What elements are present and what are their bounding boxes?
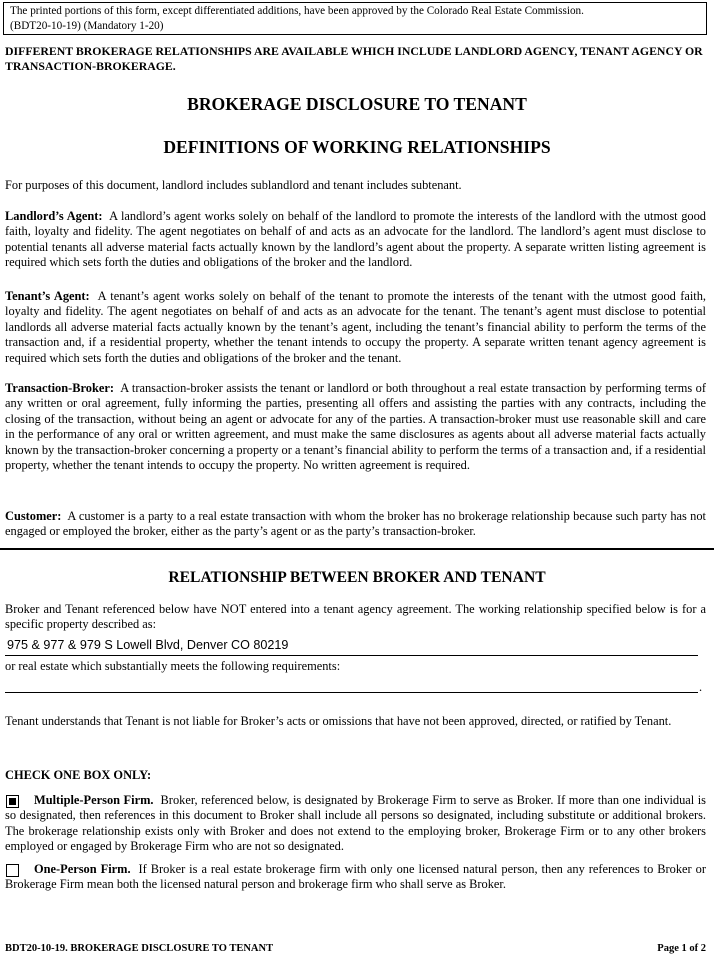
section-divider [0,548,714,550]
relationships-intro: DIFFERENT BROKERAGE RELATIONSHIPS ARE AVAILABLE WHICH INCLUDE LANDLORD AGENCY, TENANT AGENCY OR TRANSACTION-BROKERAGE. [5,44,703,73]
customer-term: Customer: [5,509,62,523]
document-title: BROKERAGE DISCLOSURE TO TENANT [187,94,527,114]
notice-line-2: (BDT20-10-19) (Mandatory 1-20) [10,19,164,32]
customer-text: A customer is a party to a real estate transaction with whom the broker has no brokerage relationship because such party has not engaged or employed the broker, either as the party’s agent or as the party’s transaction-broker. [5,509,707,539]
tenant-agent-text: A tenant’s agent works solely on behalf of the tenant to promote the interests of the tenant with the utmost good faith, loyalty and fidelity. The agent negotiates on behalf of and acts as an advocate for the tenant. The tenant’s agent must disclose to potential landlords all adverse material facts actually known by the tenant’s agent, including the tenant’s financial ability to perform the terms of the transaction and, if a residential property, whether the tenant intends to occupy the property. A separate written tenant agency agreement is required which sets forth the duties and obligations of the broker and the tenant. [5,289,707,365]
tenant-liability-statement: Tenant understands that Tenant is not liable for Broker’s acts or omissions that have not been approved, directed, or ratified by Tenant. [5,714,672,728]
relationship-heading: RELATIONSHIP BETWEEN BROKER AND TENANT [168,569,546,586]
multiple-person-firm-option [5,793,706,855]
tenant-agent-term: Tenant’s Agent: [5,289,90,303]
requirements-field[interactable] [5,676,698,693]
property-address-field[interactable] [5,636,698,656]
tenant-agent-definition [5,289,706,366]
landlord-agent-text: A landlord’s agent works solely on behalf of the landlord to promote the interests of the landlord with the utmost good faith, loyalty and fidelity. The agent negotiates on behalf of and acts as an advocate for the landlord. The landlord’s agent must disclose to potential tenants all adverse material facts actually known by the landlord’s agent about the property. A separate written listing agreement is required which sets forth the duties and obligations of the broker and the landlord. [5,209,707,270]
multiple-person-firm-text: Broker, referenced below, is designated by Brokerage Firm to serve as Broker. If more than one individual is so designated, then references in this document to Broker shall include all persons so designated, including substitute or additional brokers. The brokerage relationship exists only with Broker and does not extend to the employing broker, Brokerage Firm or to any other brokers employed or engaged by Brokerage Firm who are not so designated. [5,793,707,854]
form-approval-notice [3,2,707,35]
notice-line-1: The printed portions of this form, except differentiated additions, have been approved by the Colorado Real Estate Commission. [10,5,584,17]
customer-definition [5,509,706,540]
footer-form-id: BDT20-10-19. BROKERAGE DISCLOSURE TO TENANT [5,943,274,954]
purpose-paragraph: For purposes of this document, landlord includes sublandlord and tenant includes subtenant. [5,178,462,192]
relationship-intro: Broker and Tenant referenced below have NOT entered into a tenant agency agreement. The working relationship specified below is for a specific property described as: [5,602,706,632]
requirements-line-end: . [699,680,703,694]
one-person-firm-text: If Broker is a real estate brokerage firm with only one licensed natural person, then any references to Broker or Brokerage Firm mean both the licensed natural person and brokerage firm who shall serve as Broker. [5,862,706,892]
document-subtitle: DEFINITIONS OF WORKING RELATIONSHIPS [163,137,551,157]
check-one-heading: CHECK ONE BOX ONLY: [5,768,152,782]
landlord-agent-term: Landlord’s Agent: [5,209,103,223]
requirements-label: or real estate which substantially meets the following requirements: [5,659,341,673]
transaction-broker-definition [5,381,706,473]
one-person-firm-option [5,862,706,893]
multiple-person-firm-term: Multiple-Person Firm. [34,793,154,807]
page-footer [5,942,706,956]
transaction-broker-term: Transaction-Broker: [5,381,114,395]
landlord-agent-definition [5,209,706,271]
transaction-broker-text: A transaction-broker assists the tenant or landlord or both throughout a real estate transaction by performing terms of any written or oral agreement, fully informing the parties, presenting all offers and assisting the parties with any contracts, including the closing of the transaction, without being an agent or advocate for any of the parties. A transaction-broker must use reasonable skill and care in the performance of any oral or written agreement, and must make the same disclosures as agents about all adverse material facts actually known by the transaction-broker concerning a property or a tenant’s financial ability to perform the terms of a transaction and, if a residential property, whether the tenant intends to occupy the property. No written agreement is required. [5,381,706,473]
property-address-value: 975 & 977 & 979 S Lowell Blvd, Denver CO 80219 [7,637,289,652]
one-person-firm-term: One-Person Firm. [34,862,131,876]
footer-page-number: Page 1 of 2 [657,943,706,954]
